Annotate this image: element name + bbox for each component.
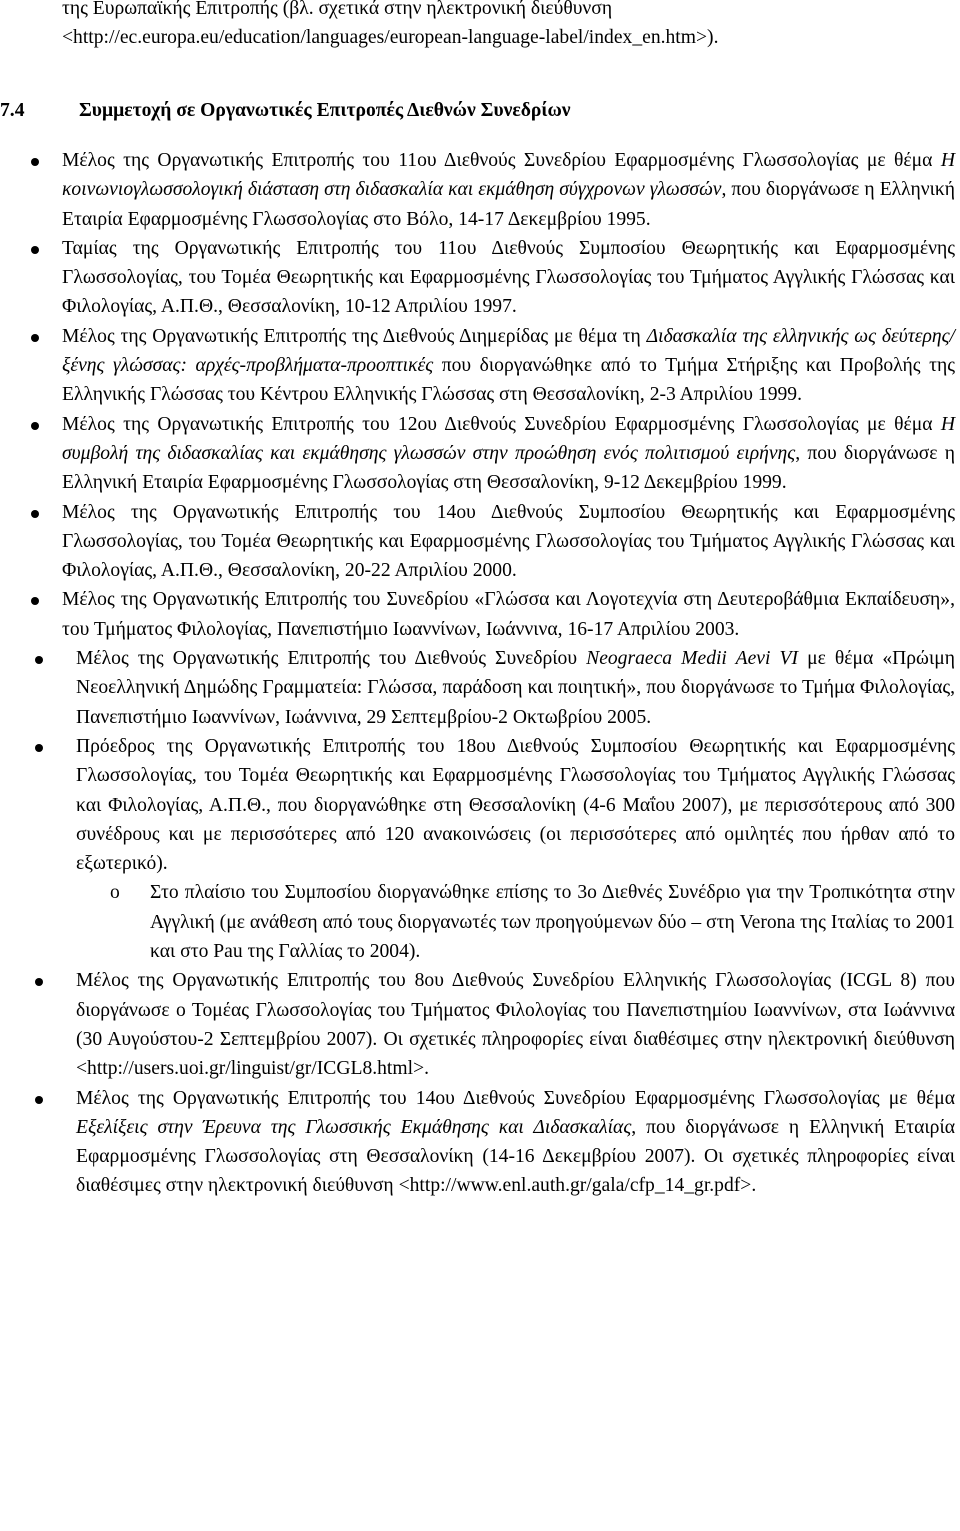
circle-bullet-icon: o (110, 882, 120, 904)
bullet-icon (35, 656, 43, 664)
bullet-icon (31, 510, 39, 518)
section-number: 7.4 (0, 100, 25, 121)
committee-list (0, 146, 960, 1201)
list-item: Μέλος της Οργανωτικής Επιτροπής του 8ου Διεθνούς Συνεδρίου Ελληνικής Γλωσσολογίας (ICGL 8) που διοργάνωσε ο Τομέας Γλωσσολογίας του Τμήματος Φιλολογίας του Πανεπιστημίου Ιωαννίνων, στα Ιωάννινα (30 Αυγούστου-2 Σεπτεμβρίου 2007). Οι σχετικές πληροφορίες είναι διαθέσιμες στην ηλεκτρονική διεύθυνση <http://users.uoi.gr/linguist/gr/ICGL8.html>. (0, 966, 955, 1083)
bullet-icon (31, 597, 39, 605)
bullet-icon (31, 158, 39, 166)
list-item: Μέλος της Οργανωτικής Επιτροπής του Διεθνούς Συνεδρίου Neograeca Medii Aevi VI με θέμα «Πρώιμη Νεοελληνική Δημώδης Γραμματεία: Γλώσσα, παράδοση και ποιητική», που διοργάνωσε το Τμήμα Φιλολογίας, Πανεπιστήμιο Ιωαννίνων, Ιωάννινα, 29 Σεπτεμβρίου-2 Οκτωβρίου 2005. (0, 644, 955, 732)
list-item: Μέλος της Οργανωτικής Επιτροπής του 14ου Διεθνούς Συμποσίου Θεωρητικής και Εφαρμοσμένης Γλωσσολογίας, του Τομέα Θεωρητικής και Εφαρμοσμένης Γλωσσολογίας του Τμήματος Αγγλικής Γλώσσας και Φιλολογίας, Α.Π.Θ., Θεσσαλονίκη, 20-22 Απριλίου 2000. (0, 498, 955, 586)
intro-line-2: <http://ec.europa.eu/education/languages/european-language-label/index_en.htm>). (62, 27, 719, 49)
list-item: Μέλος της Οργανωτικής Επιτροπής του Συνεδρίου «Γλώσσα και Λογοτεχνία στη Δευτεροβάθμια Εκπαίδευση», του Τμήματος Φιλολογίας, Πανεπιστήμιο Ιωαννίνων, Ιωάννινα, 16-17 Απριλίου 2003. (0, 585, 955, 644)
bullet-icon (35, 1096, 43, 1104)
sub-list-item: o Στο πλαίσιο του Συμποσίου διοργανώθηκε επίσης το 3ο Διεθνές Συνέδριο για την Τροπικότητα στην Αγγλική (με ανάθεση από τους διοργανωτές των προηγούμενων δύο – στη Verona της Ιταλίας το 2001 και στο Pau της Γαλλίας το 2004). (0, 878, 955, 966)
bullet-icon (31, 334, 39, 342)
bullet-icon (31, 246, 39, 254)
list-item: Πρόεδρος της Οργανωτικής Επιτροπής του 18ου Διεθνούς Συμποσίου Θεωρητικής και Εφαρμοσμένης Γλωσσολογίας, του Τομέα Θεωρητικής και Εφαρμοσμένης Γλωσσολογίας του Τμήματος Αγγλικής Γλώσσας και Φιλολογίας, Α.Π.Θ., που διοργανώθηκε στη Θεσσαλονίκη (4-6 Μαΐου 2007), με περισσότερους από 300 συνέδρους και με περισσότερες από 120 ανακοινώσεις (οι περισσότερες από ομιλητές που ήρθαν από το εξωτερικό). o Στο πλαίσιο του Συμποσίου διοργανώθηκε επίσης το 3ο Διεθνές Συνέδριο για την Τροπικότητα στην Αγγλική (με ανάθεση από τους διοργανωτές των προηγούμενων δύο – στη Verona της Ιταλίας το 2001 και στο Pau της Γαλλίας το 2004). (0, 732, 955, 966)
list-item: Ταμίας της Οργανωτικής Επιτροπής του 11ου Διεθνούς Συμποσίου Θεωρητικής και Εφαρμοσμένης Γλωσσολογίας, του Τομέα Θεωρητικής και Εφαρμοσμένης Γλωσσολογίας του Τμήματος Αγγλικής Γλώσσας και Φιλολογίας, Α.Π.Θ., Θεσσαλονίκη, 10-12 Απριλίου 1997. (0, 234, 955, 322)
bullet-icon (35, 744, 43, 752)
bullet-icon (35, 978, 43, 986)
intro-paragraph (62, 0, 955, 53)
list-item: Μέλος της Οργανωτικής Επιτροπής της Διεθνούς Διημερίδας με θέμα τη Διδασκαλία της ελληνικής ως δεύτερης/ξένης γλώσσας: αρχές-προβλήματα-προοπτικές που διοργανώθηκε από το Τμήμα Στήριξης και Προβολής της Ελληνικής Γλώσσας του Κέντρου Ελληνικής Γλώσσας στη Θεσσαλονίκη, 2-3 Απριλίου 1999. (0, 322, 955, 410)
intro-line-1: της Ευρωπαϊκής Επιτροπής (βλ. σχετικά στην ηλεκτρονική διεύθυνση (62, 0, 613, 19)
list-item: Μέλος της Οργανωτικής Επιτροπής του 11ου Διεθνούς Συνεδρίου Εφαρμοσμένης Γλωσσολογίας με θέμα Η κοινωνιογλωσσολογική διάσταση στη διδασκαλία και εκμάθηση σύγχρονων γλωσσών, που διοργάνωσε η Ελληνική Εταιρία Εφαρμοσμένης Γλωσσολογίας στο Βόλο, 14-17 Δεκεμβρίου 1995. (0, 146, 955, 234)
list-item: Μέλος της Οργανωτικής Επιτροπής του 12ου Διεθνούς Συνεδρίου Εφαρμοσμένης Γλωσσολογίας με θέμα Η συμβολή της διδασκαλίας και εκμάθησης γλωσσών στην προώθηση ενός πολιτισμού ειρήνης, που διοργάνωσε η Ελληνική Εταιρία Εφαρμοσμένης Γλωσσολογίας στη Θεσσαλονίκη, 9-12 Δεκεμβρίου 1999. (0, 410, 955, 498)
section-title: Συμμετοχή σε Οργανωτικές Επιτροπές Διεθνών Συνεδρίων (79, 100, 571, 121)
bullet-icon (31, 422, 39, 430)
list-item: Μέλος της Οργανωτικής Επιτροπής του 14ου Διεθνούς Συνεδρίου Εφαρμοσμένης Γλωσσολογίας με θέμα Εξελίξεις στην Έρευνα της Γλωσσικής Εκμάθησης και Διδασκαλίας, που διοργάνωσε η Ελληνική Εταιρία Εφαρμοσμένης Γλωσσολογίας στη Θεσσαλονίκη (14-16 Δεκεμβρίου 2007). Οι σχετικές πληροφορίες είναι διαθέσιμες στην ηλεκτρονική διεύθυνση <http://www.enl.auth.gr/gala/cfp_14_gr.pdf>. (0, 1084, 955, 1201)
